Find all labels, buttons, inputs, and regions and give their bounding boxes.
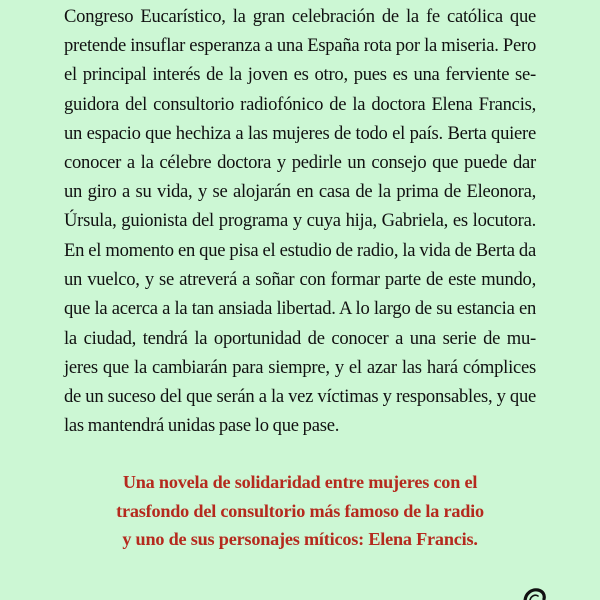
text-line: la ciudad, tendrá la oportunidad de conocer a una serie de mu- [64,327,536,349]
text-line: En el momento en que pisa el estudio de radio, la vida de Berta da [64,240,536,261]
text-line: el principal interés de la joven es otro, pues es una ferviente se- [64,64,536,86]
text-line: un espacio que hechiza a las mujeres de todo el país. Berta quiere [64,122,536,144]
tagline-line: y uno de sus personajes míticos: Elena Francis. [122,529,478,550]
publisher-logo-icon [522,588,548,600]
text-line: de un suceso del que serán a la vez víctimas y responsables, y que [64,386,536,408]
text-line: conocer a la célebre doctora y pedirle un consejo que puede dar [64,152,536,174]
text-line: Úrsula, guionista del programa y cuya hija, Gabriela, es locutora. [64,210,536,232]
synopsis-paragraph-2 [64,236,536,440]
tagline-line: Una novela de solidaridad entre mujeres con el [122,472,478,492]
text-line: un vuelco, y se atreverá a soñar con formar parte de este mundo, [64,269,536,291]
text-line: un giro a su vida, y se alojarán en casa de la prima de Eleonora, [64,181,536,203]
text-line: que la acerca a la tan ansiada libertad. A lo largo de su estancia en [64,298,536,320]
text-line: las mantendrá unidas pase lo que pase. [64,415,340,437]
text-line: pretende insuflar esperanza a una España rota por la miseria. Pero [64,35,536,57]
tagline [0,468,600,554]
text-line: jeres que la cambiarán para siempre, y el azar las hará cómplices [64,356,536,378]
synopsis-paragraph-1 [64,2,536,236]
text-line: Congreso Eucarístico, la gran celebración de la fe católica que [64,6,536,27]
tagline-line: trasfondo del consultorio más famoso de la radio [116,500,484,521]
text-line: guidora del consultorio radiofónico de la doctora Elena Francis, [64,93,536,115]
